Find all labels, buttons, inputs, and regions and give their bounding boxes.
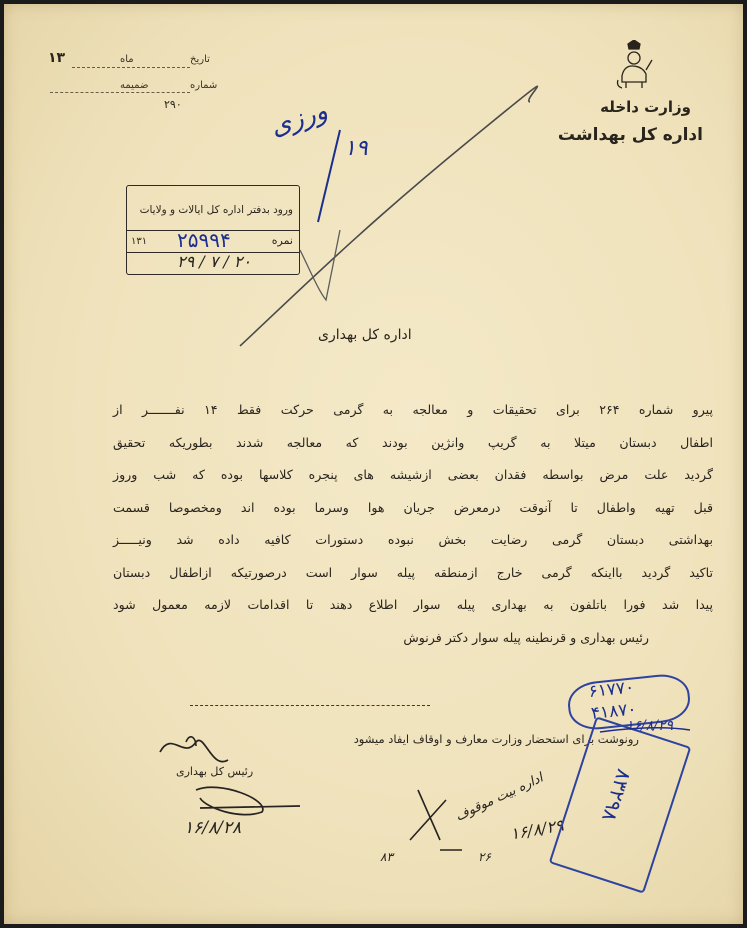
top-note-scrawl: ورزی	[266, 95, 332, 143]
number-value: ۲۹۰	[164, 98, 182, 111]
bottom-x-mark	[410, 790, 446, 840]
blue-stamp-text: ۸۳۲۹۸	[597, 766, 637, 825]
top-note-number: ۱۹	[344, 136, 368, 161]
stamp-year: ۱۳۱	[131, 236, 148, 247]
oval-stamp-top: ۶۱۷۷۰	[587, 677, 636, 703]
stamp-number-value: ۲۵۹۹۴	[177, 228, 231, 252]
body-line: پیدا شد فورا باتلفون به بهداری پیله سوار اطلاع دهند تا اقدامات لازمه معمول شود	[113, 597, 713, 612]
date-dotted-line	[72, 67, 190, 68]
bottom-scrawl: اداره بیت موقوف	[453, 770, 546, 825]
body-line: اطفال دبستان میتلا به گریپ وانژین بودند که معالجه شدند بطوریکه تحقیق	[113, 434, 713, 450]
body-line: گردید علت مرض بواسطه فقدان بعضی ازشیشه های پنجره کلاسها بوده که شب وروز	[113, 467, 713, 482]
stamp-date: ۲۹ / ۷ / ۲۰	[177, 252, 252, 271]
body-signature-line: رئیس بهداری و قرنطینه پیله سوار دکتر فرنوش	[403, 629, 649, 645]
body-line: پیرو شماره ۲۶۴ برای تحقیقات و معالجه به گرمی حرکت فقط ۱۴ نفـــــــر از	[113, 402, 713, 417]
registration-stamp	[126, 185, 300, 275]
stamp-number-label: نمره	[271, 234, 293, 247]
body-line: تاکید گردید بااینکه گرمی خارج ازمنطقه پیله سوار است درصورتیکه ازاطفال دبستان	[113, 564, 713, 580]
oval-stamp-bottom: ۴۱۸۷۰	[590, 699, 638, 724]
bottom-date: ۱۶/۸/۲۹	[508, 815, 565, 844]
date-label: تاریخ	[190, 54, 210, 65]
blue-check-stroke-2	[300, 230, 340, 300]
signature-date: ۱۶/۸/۲۸	[184, 818, 242, 838]
separator-line	[190, 705, 430, 706]
letter-heading: اداره کل بهداری	[318, 327, 412, 343]
ministry-name: وزارت داخله	[600, 98, 691, 116]
signer-check	[186, 737, 196, 746]
blue-check-stroke	[318, 130, 340, 222]
oval-stamp-date: ۱۶/۸/۲۹	[626, 718, 674, 734]
signer-title: رئیس کل بهداری	[176, 765, 254, 778]
stamp-title: ورود بدفتر اداره کل ایالات و ولایات	[139, 204, 293, 216]
bottom-number-mid: ۲۶	[478, 850, 491, 864]
number-label: شماره	[190, 80, 218, 91]
office-name: اداره کل بهداشت	[557, 125, 703, 145]
body-line: بهداشتی دبستان گرمی رضایت بخش نبوده دستورات کافیه داده شد ونیـــــز	[113, 532, 713, 547]
year-digits: ۱۳	[48, 50, 66, 66]
body-line: قبل تهیه واطفال تا آنوقت درمعرض جریان هوا وسرما بوده اند ومخصوصا قسمت	[113, 499, 713, 515]
bottom-number-left: ۸۳	[380, 850, 393, 864]
attachment-label: ضمیمه	[120, 80, 149, 91]
lion-and-sun-emblem-icon	[612, 40, 656, 92]
month-label: ماه	[120, 54, 134, 65]
number-dotted-line	[50, 92, 190, 93]
copy-line: رونوشت برای استحضار وزارت معارف و اوقاف ایفاد میشود	[353, 732, 639, 746]
letter-body	[113, 394, 713, 654]
